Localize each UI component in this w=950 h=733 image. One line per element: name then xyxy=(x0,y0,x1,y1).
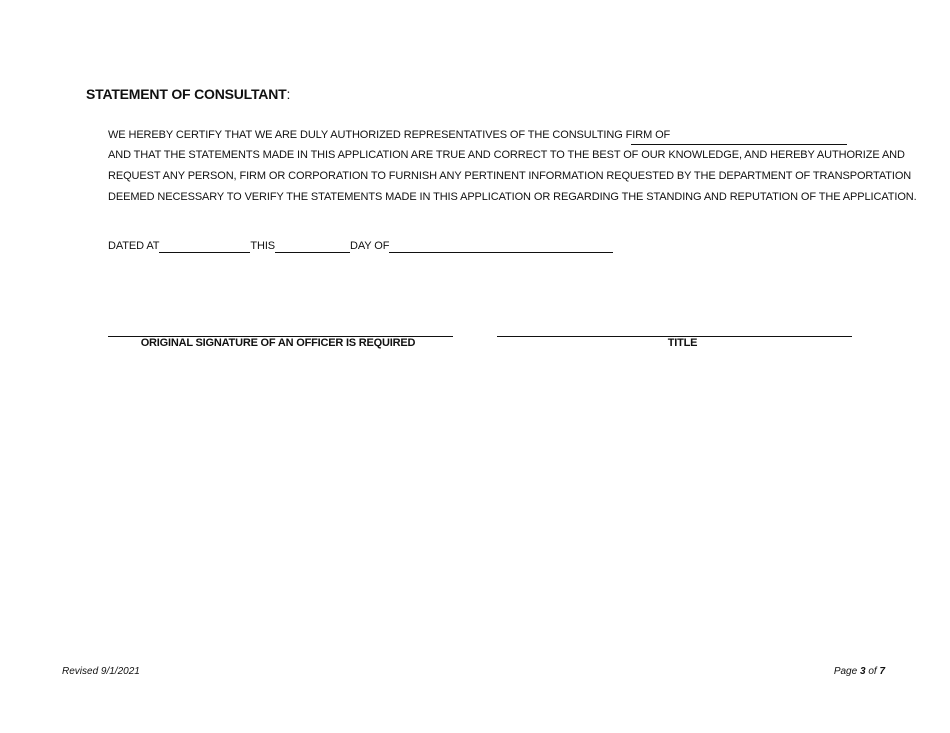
day-of-field[interactable] xyxy=(389,240,613,253)
page-number xyxy=(834,666,885,677)
page-of: of xyxy=(868,666,877,677)
statement-line-2: AND THAT THE STATEMENTS MADE IN THIS APPLICATION ARE TRUE AND CORRECT TO THE BEST OF OUR KNOWLEDGE, AND HEREBY AUTHORIZE AND xyxy=(108,149,905,161)
dated-at-field[interactable] xyxy=(159,240,250,253)
title-label: TITLE xyxy=(667,337,698,349)
statement-heading xyxy=(86,86,290,102)
statement-title: STATEMENT OF CONSULTANT xyxy=(86,86,287,102)
page-current: 3 xyxy=(859,666,866,677)
statement-line-4: DEEMED NECESSARY TO VERIFY THE STATEMENTS MADE IN THIS APPLICATION OR REGARDING THE STANDING AND REPUTATION OF THE APPLICATION. xyxy=(108,191,917,203)
page-prefix: Page xyxy=(833,666,858,677)
statement-line-1: WE HEREBY CERTIFY THAT WE ARE DULY AUTHORIZED REPRESENTATIVES OF THE CONSULTING FIRM OF xyxy=(108,129,671,141)
officer-signature-label: ORIGINAL SIGNATURE OF AN OFFICER IS REQUIRED xyxy=(140,337,416,349)
dated-at-label: DATED AT xyxy=(108,240,160,252)
this-day-field[interactable] xyxy=(275,240,350,253)
consulting-firm-field[interactable] xyxy=(631,144,847,145)
revision-date: Revised 9/1/2021 xyxy=(62,666,140,677)
dated-row xyxy=(108,239,613,253)
this-label: THIS xyxy=(250,240,276,252)
day-of-label: DAY OF xyxy=(350,240,390,252)
heading-colon: : xyxy=(286,86,291,102)
page-total: 7 xyxy=(879,666,885,677)
statement-line-3: REQUEST ANY PERSON, FIRM OR CORPORATION TO FURNISH ANY PERTINENT INFORMATION REQUESTED BY THE DEPARTMENT OF TRANSPORTATION xyxy=(108,170,912,182)
